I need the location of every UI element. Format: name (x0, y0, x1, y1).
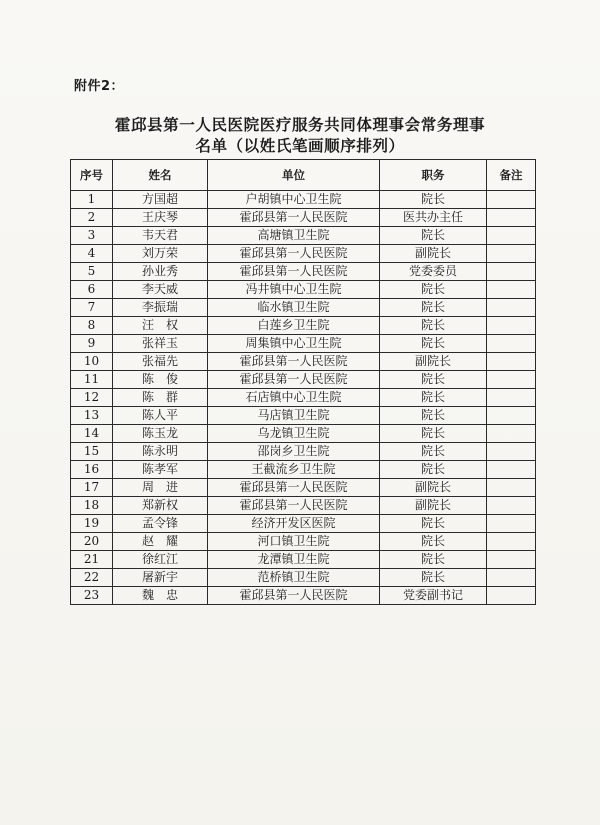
table-row (71, 245, 536, 263)
member-unit: 乌龙镇卫生院 (208, 425, 380, 443)
member-note (487, 281, 536, 299)
member-note (487, 587, 536, 605)
member-duty: 院长 (380, 569, 487, 587)
table-row (71, 425, 536, 443)
member-unit: 霍邱县第一人民医院 (208, 245, 380, 263)
member-name: 刘万荣 (113, 245, 208, 263)
member-name: 孙业秀 (113, 263, 208, 281)
member-note (487, 299, 536, 317)
row-number: 20 (71, 533, 113, 551)
table-row (71, 335, 536, 353)
member-name: 张福先 (113, 353, 208, 371)
member-unit: 霍邱县第一人民医院 (208, 479, 380, 497)
member-note (487, 533, 536, 551)
member-duty: 副院长 (380, 353, 487, 371)
member-name: 李振瑞 (113, 299, 208, 317)
table-row (71, 569, 536, 587)
member-unit: 霍邱县第一人民医院 (208, 353, 380, 371)
row-number: 8 (71, 317, 113, 335)
row-number: 21 (71, 551, 113, 569)
member-duty: 院长 (380, 533, 487, 551)
member-unit: 龙潭镇卫生院 (208, 551, 380, 569)
member-note (487, 443, 536, 461)
table-header-row (71, 160, 536, 191)
member-note (487, 191, 536, 209)
table-row (71, 461, 536, 479)
member-note (487, 263, 536, 281)
row-number: 18 (71, 497, 113, 515)
member-unit: 王截流乡卫生院 (208, 461, 380, 479)
member-note (487, 551, 536, 569)
member-unit: 白莲乡卫生院 (208, 317, 380, 335)
table-row (71, 209, 536, 227)
row-number: 2 (71, 209, 113, 227)
document-subtitle: 名单（以姓氏笔画顺序排列） (195, 137, 405, 155)
row-number: 17 (71, 479, 113, 497)
member-name: 陈 俊 (113, 371, 208, 389)
table-row (71, 515, 536, 533)
member-unit: 高塘镇卫生院 (208, 227, 380, 245)
header-no: 序号 (71, 160, 113, 191)
member-duty: 院长 (380, 191, 487, 209)
member-note (487, 515, 536, 533)
member-name: 陈玉龙 (113, 425, 208, 443)
member-duty: 院长 (380, 335, 487, 353)
member-duty: 院长 (380, 389, 487, 407)
member-unit: 霍邱县第一人民医院 (208, 371, 380, 389)
row-number: 22 (71, 569, 113, 587)
member-duty: 副院长 (380, 245, 487, 263)
member-note (487, 353, 536, 371)
member-note (487, 479, 536, 497)
table-row (71, 281, 536, 299)
row-number: 1 (71, 191, 113, 209)
member-unit: 经济开发区医院 (208, 515, 380, 533)
row-number: 12 (71, 389, 113, 407)
member-name: 赵 耀 (113, 533, 208, 551)
member-name: 魏 忠 (113, 587, 208, 605)
row-number: 3 (71, 227, 113, 245)
header-name: 姓名 (113, 160, 208, 191)
row-number: 23 (71, 587, 113, 605)
member-unit: 霍邱县第一人民医院 (208, 587, 380, 605)
member-note (487, 407, 536, 425)
table-row (71, 407, 536, 425)
row-number: 6 (71, 281, 113, 299)
member-name: 方国超 (113, 191, 208, 209)
member-duty: 院长 (380, 515, 487, 533)
member-note (487, 389, 536, 407)
member-duty: 副院长 (380, 497, 487, 515)
member-unit: 马店镇卫生院 (208, 407, 380, 425)
member-unit: 霍邱县第一人民医院 (208, 209, 380, 227)
member-name: 韦天君 (113, 227, 208, 245)
member-note (487, 371, 536, 389)
member-unit: 石店镇中心卫生院 (208, 389, 380, 407)
member-duty: 院长 (380, 227, 487, 245)
table-row (71, 371, 536, 389)
member-duty: 党委委员 (380, 263, 487, 281)
table-row (71, 533, 536, 551)
member-duty: 院长 (380, 281, 487, 299)
member-note (487, 227, 536, 245)
member-duty: 党委副书记 (380, 587, 487, 605)
header-unit: 单位 (208, 160, 380, 191)
member-note (487, 209, 536, 227)
member-duty: 院长 (380, 551, 487, 569)
member-name: 陈永明 (113, 443, 208, 461)
table-row (71, 191, 536, 209)
row-number: 15 (71, 443, 113, 461)
member-name: 张祥玉 (113, 335, 208, 353)
member-name: 王庆琴 (113, 209, 208, 227)
member-name: 汪 权 (113, 317, 208, 335)
member-note (487, 335, 536, 353)
council-member-table (70, 159, 536, 605)
table-row (71, 317, 536, 335)
member-duty: 院长 (380, 425, 487, 443)
member-unit: 霍邱县第一人民医院 (208, 497, 380, 515)
member-name: 郑新权 (113, 497, 208, 515)
table-body (71, 191, 536, 605)
member-unit: 霍邱县第一人民医院 (208, 263, 380, 281)
row-number: 9 (71, 335, 113, 353)
member-unit: 邵岗乡卫生院 (208, 443, 380, 461)
member-name: 李天威 (113, 281, 208, 299)
table-row (71, 389, 536, 407)
member-duty: 院长 (380, 443, 487, 461)
member-name: 徐红江 (113, 551, 208, 569)
member-duty: 院长 (380, 407, 487, 425)
row-number: 7 (71, 299, 113, 317)
member-name: 屠新宇 (113, 569, 208, 587)
member-duty: 院长 (380, 317, 487, 335)
member-unit: 冯井镇中心卫生院 (208, 281, 380, 299)
member-duty: 院长 (380, 299, 487, 317)
member-unit: 户胡镇中心卫生院 (208, 191, 380, 209)
table-row (71, 227, 536, 245)
member-name: 周 进 (113, 479, 208, 497)
row-number: 11 (71, 371, 113, 389)
member-note (487, 497, 536, 515)
member-name: 陈孝军 (113, 461, 208, 479)
table-row (71, 443, 536, 461)
member-duty: 副院长 (380, 479, 487, 497)
member-unit: 河口镇卫生院 (208, 533, 380, 551)
member-name: 孟令锋 (113, 515, 208, 533)
row-number: 14 (71, 425, 113, 443)
header-duty: 职务 (380, 160, 487, 191)
member-unit: 周集镇中心卫生院 (208, 335, 380, 353)
member-note (487, 317, 536, 335)
row-number: 13 (71, 407, 113, 425)
row-number: 16 (71, 461, 113, 479)
table-row (71, 263, 536, 281)
table-row (71, 353, 536, 371)
row-number: 10 (71, 353, 113, 371)
member-duty: 院长 (380, 461, 487, 479)
table-row (71, 299, 536, 317)
member-note (487, 461, 536, 479)
member-unit: 范桥镇卫生院 (208, 569, 380, 587)
member-note (487, 245, 536, 263)
row-number: 4 (71, 245, 113, 263)
row-number: 5 (71, 263, 113, 281)
member-note (487, 569, 536, 587)
member-duty: 医共办主任 (380, 209, 487, 227)
table-row (71, 497, 536, 515)
table-row (71, 587, 536, 605)
member-name: 陈人平 (113, 407, 208, 425)
document-title: 霍邱县第一人民医院医疗服务共同体理事会常务理事 (114, 116, 486, 134)
header-note: 备注 (487, 160, 536, 191)
table-row (71, 551, 536, 569)
attachment-label: 附件2： (74, 79, 125, 94)
member-note (487, 425, 536, 443)
member-name: 陈 群 (113, 389, 208, 407)
table-row (71, 479, 536, 497)
member-duty: 院长 (380, 371, 487, 389)
member-unit: 临水镇卫生院 (208, 299, 380, 317)
row-number: 19 (71, 515, 113, 533)
